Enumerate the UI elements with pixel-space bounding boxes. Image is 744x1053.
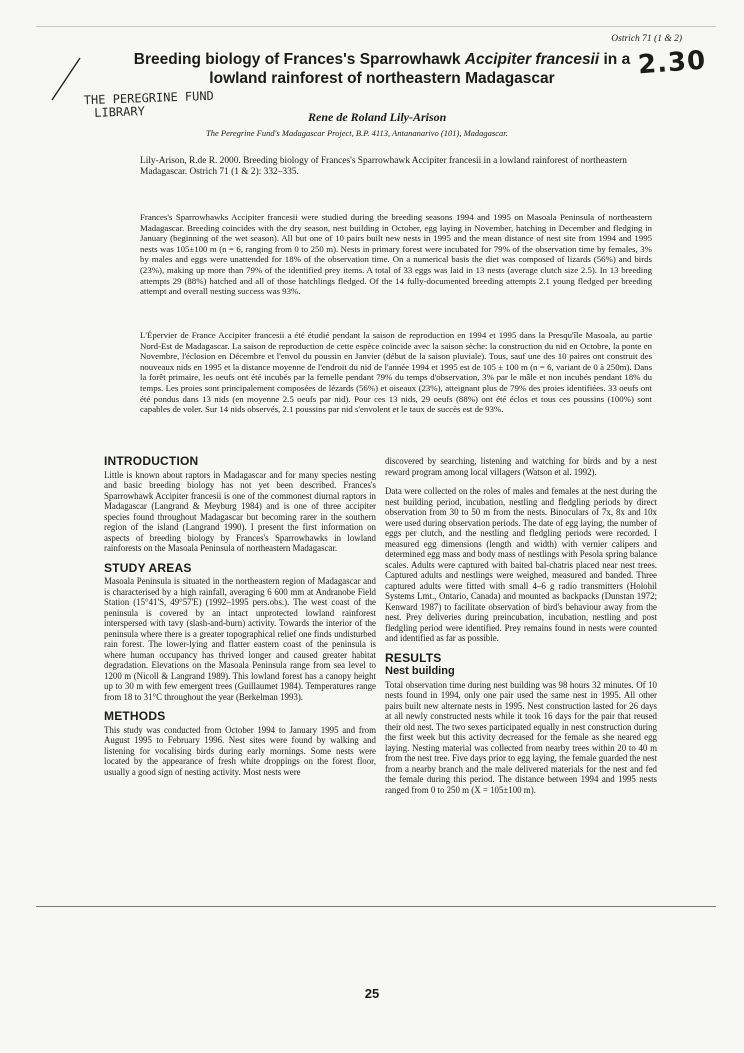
body-column-right: [385, 456, 657, 804]
title-species: Accipiter francesii: [464, 51, 600, 68]
stamp-line-2: LIBRARY: [93, 104, 146, 120]
scan-bottom-rule: [36, 906, 716, 907]
right-column-paragraph: Total observation time during nest building was 98 hours 32 minutes. Of 10 nests found in 1994, only one pair used the same nest in 1995. All other pairs built new alternate nests in 1995. Nest construction lasted for 26 days at all newly constructed nests while it took 16 days for the pair that reused their old nest. The two sexes participated equally in nest construction during the first week but this activity decreased for the female as she neared egg laying. Nesting material was collected from nearby trees within 20 to 40 m from the nest tree. Five days prior to egg laying, the female guarded the nest from a nearby branch and the male delivered materials for the nest and fed the female during this period. The distance between 1994 and 1995 nests ranged from 0 to 250 m (X = 105±100 m).: [385, 679, 657, 795]
pen-stroke-mark: [46, 56, 86, 102]
author-name: Rene de Roland Lily-Arison: [308, 110, 447, 124]
right-column-heading: Nest building: [385, 665, 455, 677]
right-column-paragraph: Data were collected on the roles of males and females at the nest during the nest building period, incubation, nestling and fledgling periods by direct observation from 30 to 50 m from the nests. Binoculars of 7x, 8x and 10x were used during observation periods. The date of egg laying, the number of eggs per clutch, and the nestling and fledgling periods were recorded. I measured egg dimensions (length and width) with vernier calipers and determined egg mass and body mass of nestlings with Pesola spring balance scales. Adults were captured with baited bal-chatris placed near nest trees. Captured adults and nestlings were weighed, measured and banded. Three captured adults were fitted with small 4–6 g radio transmitters (Holohil Systems Lmt., Ontario, Canada) and mounted as backpacks (Dunstan 1972; Kenward 1987) to facilitate observation of bird's behaviour away from the nest. Prey deliveries during preincubation, incubation, nestling and post fledgling period were identified. Prey remains found in nests were counted and identified as far as possible.: [385, 486, 657, 643]
left-column-paragraph: Little is known about raptors in Madagascar and for many species nesting and basic breeding biology has not yet been described. Frances's Sparrowhawk Accipiter francesii is one of the commonest diurnal raptors in Madagascar (Langrand & Meyburg 1984) and is one of three accipiter species found throughout Madagascar but becoming rarer in the southern region of the island (Langrand 1990). I present the first information on aspects of breeding biology by Frances's Sparrowhawks in lowland rainforests on the Masoala Peninsula of northeastern Madagascar.: [104, 469, 376, 553]
right-column-paragraph: discovered by searching, listening and watching for birds and by a nest reward program among local villagers (Watson et al. 1992).: [385, 456, 657, 477]
running-head: Ostrich 71 (1 & 2): [611, 34, 682, 44]
library-stamp: [84, 90, 215, 121]
abstract-english: Frances's Sparrowhawks Accipiter francesii were studied during the breeding seasons 1994 and 1995 on Masoala Peninsula of northeastern Madagascar. Breeding coincides with the dry season, nest building in October, egg laying in November, hatching in December and fledging in January (beginning of the wet season). All but one of 10 pairs built new nests in 1995 and the mean distance of nest site from 1994 and 1995 nests was 105±100 m (n = 6, ranging from 0 to 250 m). Nests in primary forest were incubated for 79% of the observation time by females, 3% by males and eggs were unattended for 18% of the observation time. On a numerical basis the diet was composed of lizards (56%) and birds (23%), making up more than 79% of the identified prey items. A total of 33 eggs was laid in 13 nests (average clutch size 2.5). In 13 breeding attempts 29 (88%) hatched and all of those hatchlings fledged. Of the 14 fully-documented breeding attempts 2.1 young fledged per breeding attempt and overall nesting success was 93%.: [140, 212, 652, 297]
right-column-heading: RESULTS: [385, 650, 442, 665]
left-column-heading: INTRODUCTION: [104, 454, 199, 468]
title-post: in a lowland rainforest of northeastern Madagascar: [209, 51, 631, 87]
left-column-heading: METHODS: [104, 709, 166, 723]
left-column-paragraph: Masoala Peninsula is situated in the northeastern region of Madagascar and is characterised by a high rainfall, averaging 6 600 mm at Andranobe Field Station (15°41'S, 49°57'E) (1992–1995 pers.obs.). The west coast of the peninsula is covered by an intact unprotected lowland rainforest interspersed with tavy (slash-and-burn) activity. Towards the interior of the peninsula where there is a greater topographical relief one finds undisturbed rain forest. The lower-lying and flatter eastern coast of the peninsula is where human occupancy has thrived longer and caused greater habitat degradation. Elevations on the Masoala Peninsula range from sea level to 1200 m (Nicoll & Langrand 1989). This lowland forest has a canopy height up to 30 m with few emergent trees (Guillaumet 1984). Temperatures range from 18 to 31°C throughout the year (Berkelman 1993).: [104, 576, 376, 702]
title-pre: Breeding biology of Frances's Sparrowhawk: [133, 51, 465, 68]
left-column-paragraph: This study was conducted from October 1994 to January 1995 and from August 1995 to February 1996. Nest sites were found by walking and listening for vocalising birds during early mornings. Some nests were located by the appearance of fresh white droppings on the forest floor, usually a good sign of nesting activity. Most nests were: [104, 724, 376, 777]
left-column-heading: STUDY AREAS: [104, 560, 192, 575]
handwritten-note: 2.30: [636, 45, 707, 81]
author-affiliation: The Peregrine Fund's Madagascar Project, B.P. 4113, Antananarivo (101), Madagascar.: [206, 128, 508, 138]
abstract-french: L'Épervier de France Accipiter francesii a été étudié pendant la saison de reproduction en 1994 et 1995 dans la Presqu'île Masoala, au partie Nord-Est de Madagascar. La saison de reproduction de cette espèce coïncide avec la saison sèche: la construction du nid en Octobre, la ponte en Novembre, l'éclosion en Décembre et l'envol du poussin en Janvier (début de la saison pluviale). Tous, sauf une des 10 paires ont construit des nouveaux nids en 1995 et la distance moyenne de l'endroit du nid de l'année 1994 et 1995 est de 105 ± 100 m (n = 6, variant de 0 à 250m). Dans la forêt primaire, les oeufs ont été incubés par la femelle pendant 79% du temps d'observation, 3% par le mâle et non incubés pendant 18% du temps. Les proies sont principalement composées de lézards (56%) et oiseaux (23%), atteignant plus de 79% des proies identifiées. 33 oeufs ont été pondus dans 13 nids (en moyenne 2.5 oeufs par nid). Pour ces 13 nids, 29 oeufs (88%) ont été éclos et tous ces poussins (100%) sont capables de voler. Sur 14 nids observés, 2.1 poussins par nid s'envolent et le taux de succès est de 93%.: [140, 330, 652, 415]
citation: Lily-Arison, R.de R. 2000. Breeding biology of Frances's Sparrowhawk Accipiter francesii in a lowland rainforest of northeastern Madagascar. Ostrich 71 (1 & 2): 332–335.: [140, 156, 627, 177]
body-column-left: [104, 456, 376, 786]
stamp-line-1: THE PEREGRINE FUND: [83, 88, 215, 108]
article-title: [112, 50, 652, 88]
page-number: 25: [364, 986, 380, 1001]
